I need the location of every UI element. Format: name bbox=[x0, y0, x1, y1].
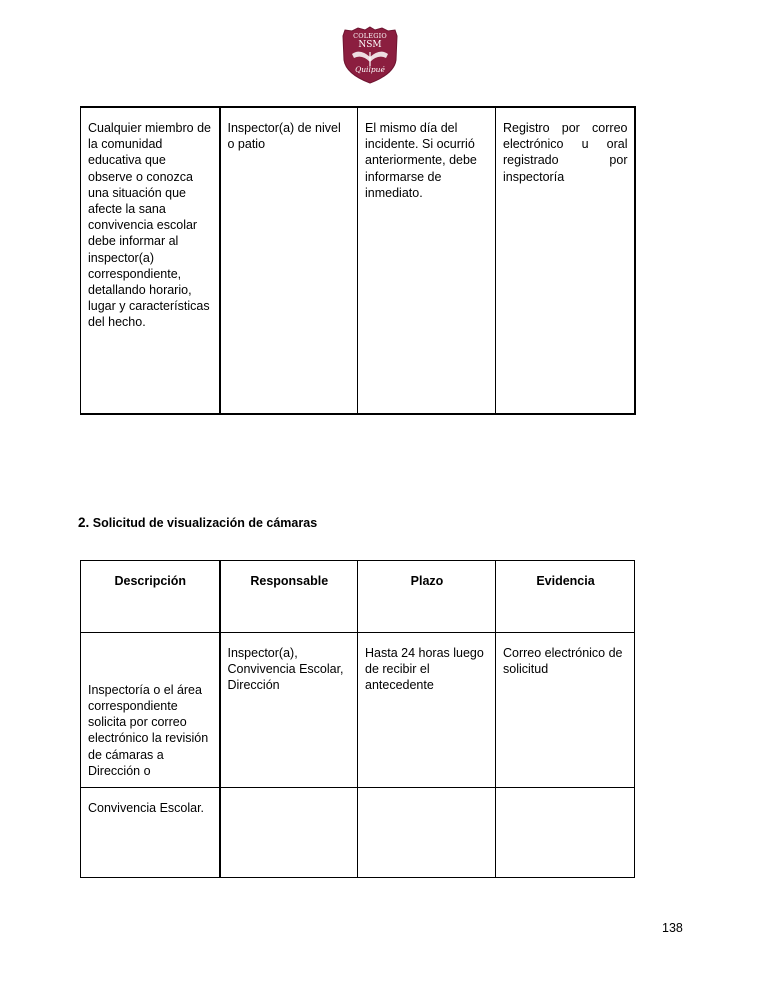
table-cell-description: Convivencia Escolar. bbox=[81, 788, 220, 878]
logo-line-colegio: COLEGIO bbox=[353, 32, 387, 40]
table-cell-evidence: Correo electrónico de solicitud bbox=[496, 633, 635, 788]
table-cell-deadline: El mismo día del incidente. Si ocurrió anteriormente, debe informarse de inmediato. bbox=[358, 107, 496, 414]
table-header-row bbox=[81, 561, 635, 633]
section-title: Solicitud de visualización de cámaras bbox=[92, 516, 318, 530]
table-cell-deadline bbox=[358, 788, 496, 878]
column-header-description: Descripción bbox=[81, 561, 220, 633]
column-header-deadline: Plazo bbox=[358, 561, 496, 633]
table-cell-deadline: Hasta 24 horas luego de recibir el antecedente bbox=[358, 633, 496, 788]
table-cell-evidence bbox=[496, 788, 635, 878]
procedure-table-continued bbox=[80, 106, 636, 415]
school-logo bbox=[342, 26, 398, 84]
table-cell-responsible: Inspector(a) de nivel o patio bbox=[220, 107, 358, 414]
logo-line-quilpue: Quilpué bbox=[355, 65, 385, 74]
section-heading bbox=[78, 515, 317, 530]
table-cell-responsible: Inspector(a), Convivencia Escolar, Dirección bbox=[220, 633, 358, 788]
table-cell-evidence: Registro por correo electrónico u oral registrado por inspectoría bbox=[496, 107, 635, 414]
page-number: 138 bbox=[662, 921, 683, 935]
column-header-evidence: Evidencia bbox=[496, 561, 635, 633]
table-cell-description: Cualquier miembro de la comunidad educativa que observe o conozca una situación que afecte la sana convivencia escolar debe informar al inspector(a) correspondiente, detallando horario, lugar y características del hecho. bbox=[81, 107, 220, 414]
table-cell-responsible bbox=[220, 788, 358, 878]
section-number: 2. bbox=[78, 515, 90, 530]
table-row bbox=[81, 633, 635, 788]
column-header-responsible: Responsable bbox=[220, 561, 358, 633]
table-row bbox=[81, 788, 635, 878]
camera-request-table bbox=[80, 560, 635, 878]
table-cell-description: Inspectoría o el área correspondiente solicita por correo electrónico la revisión de cámaras a Dirección o bbox=[81, 633, 220, 788]
table-row bbox=[81, 107, 635, 414]
logo-line-nsm: NSM bbox=[358, 40, 382, 50]
